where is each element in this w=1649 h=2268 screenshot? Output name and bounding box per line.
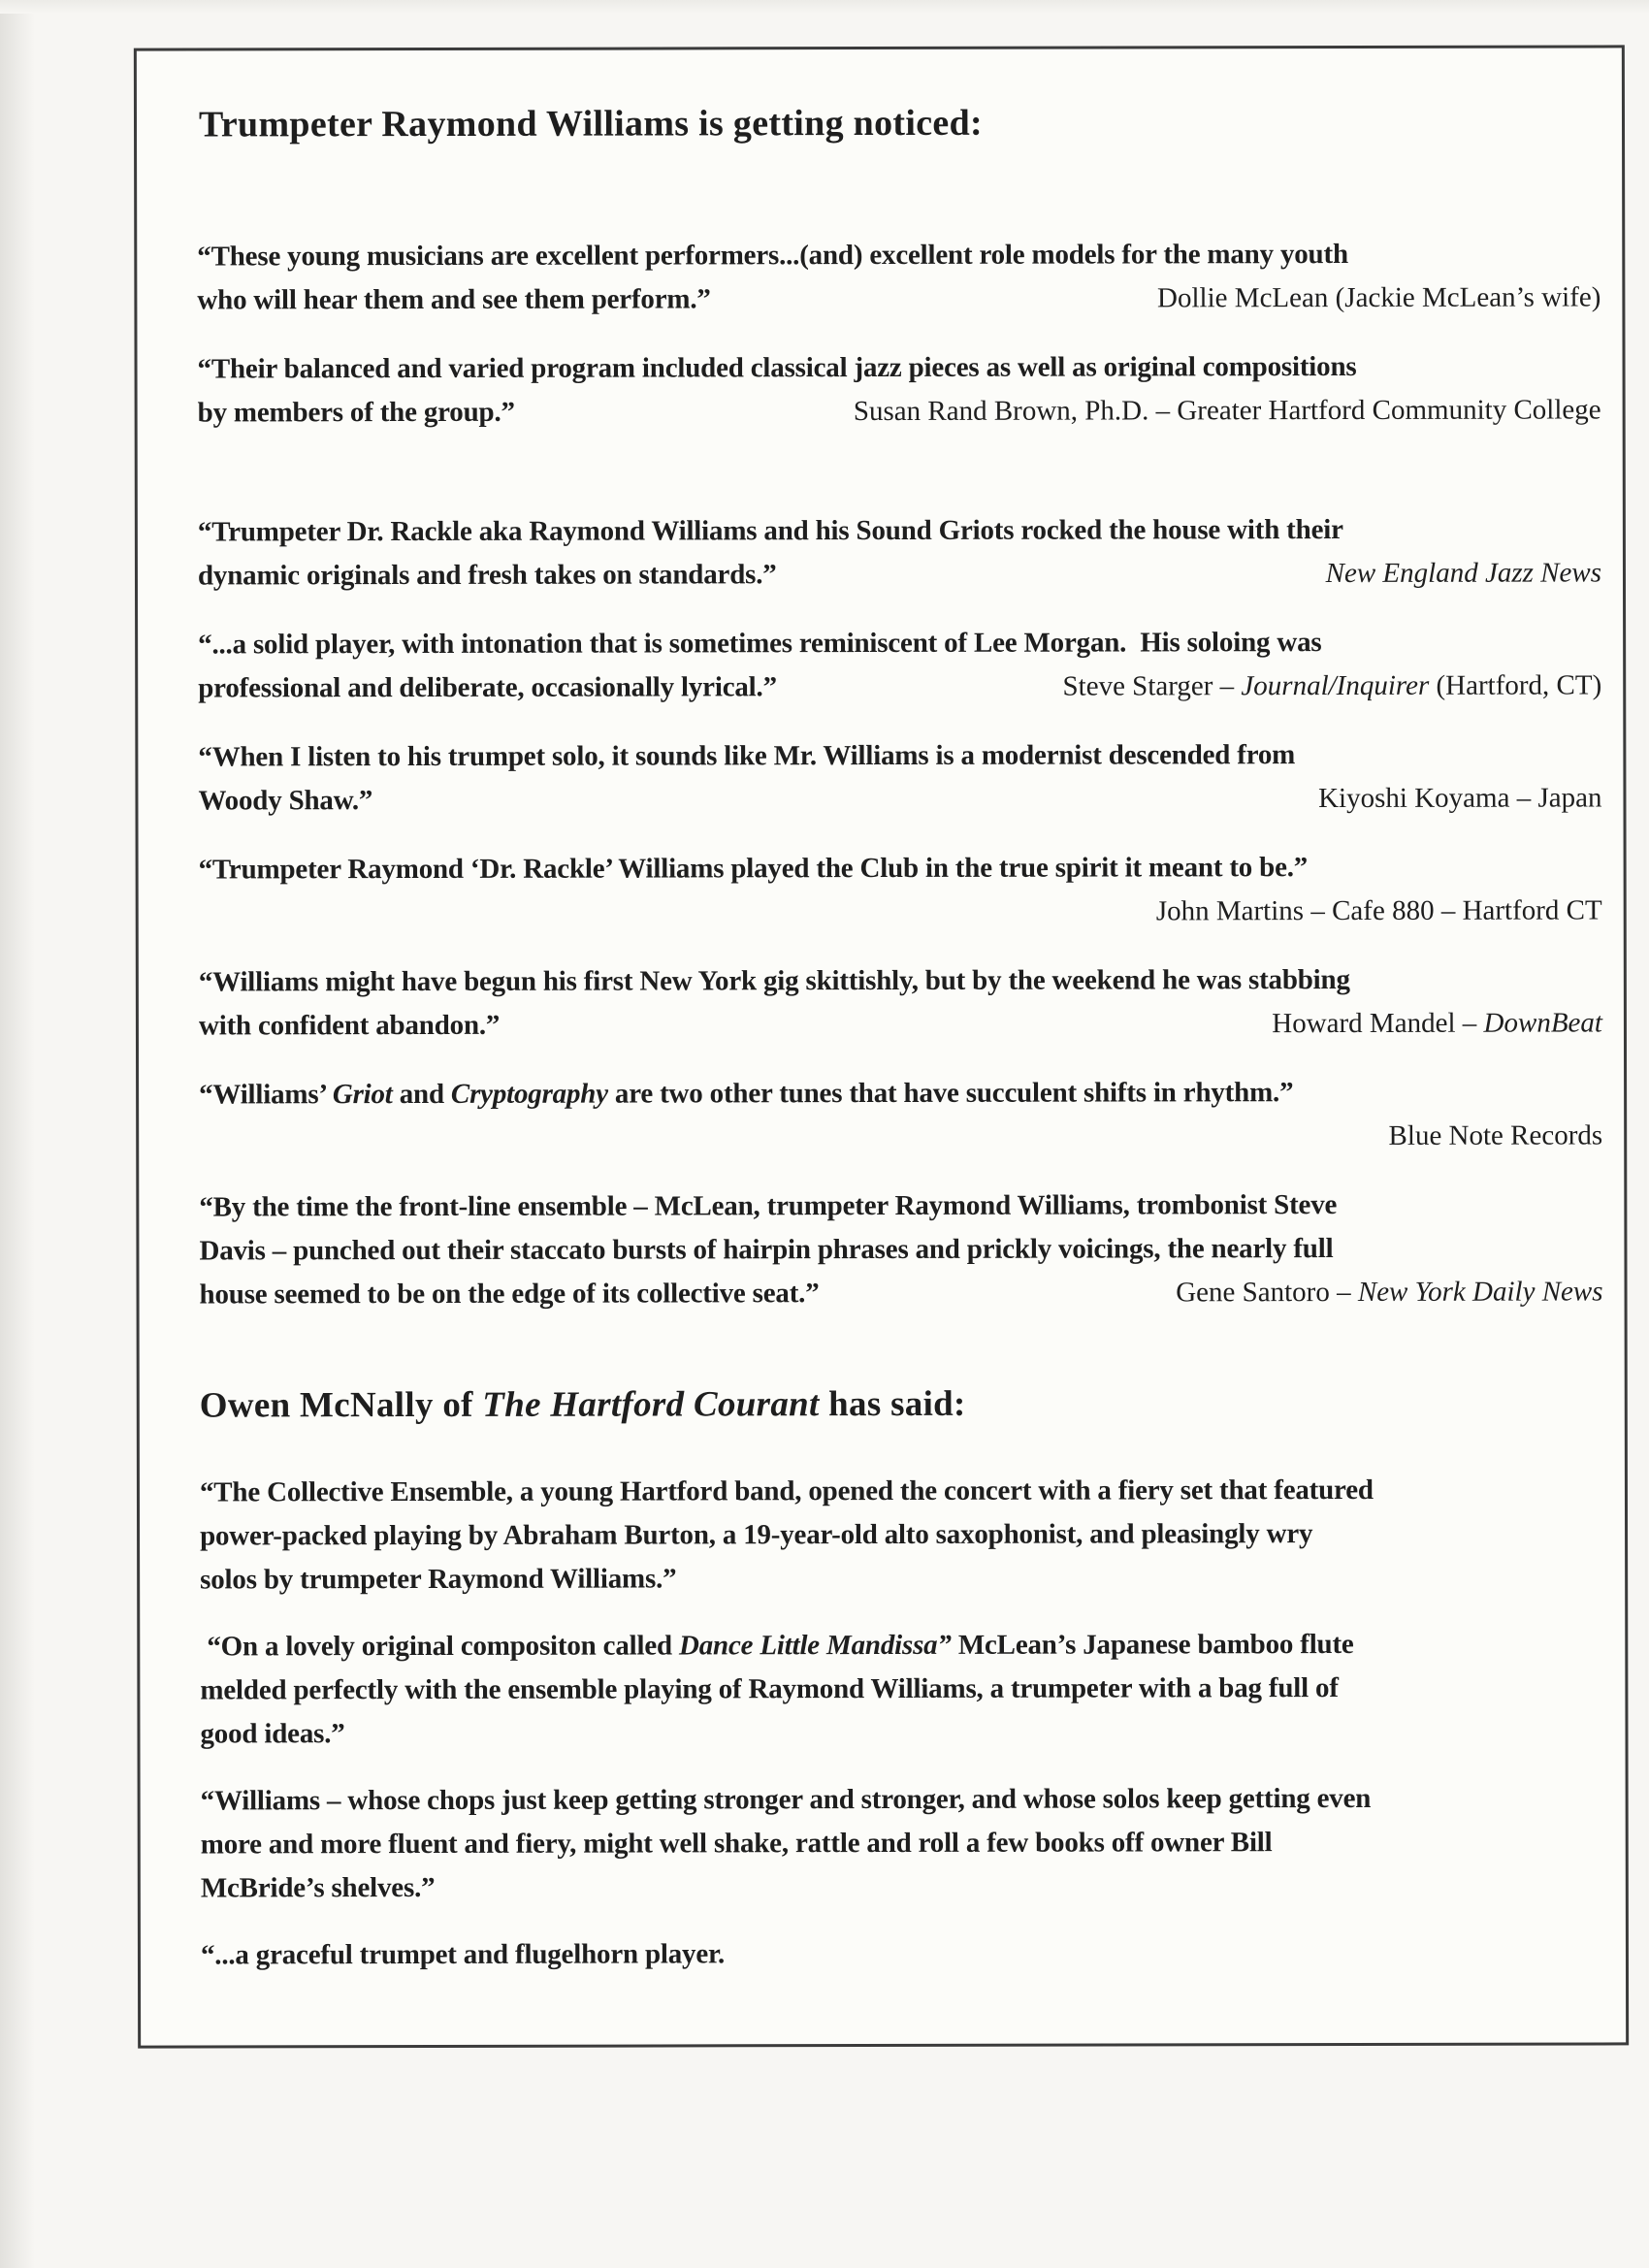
document-content xyxy=(137,48,1626,1977)
quote-attribution-segment: Susan Rand Brown, Ph.D. – Greater Hartford Community College xyxy=(853,394,1601,428)
quote-text-segment: “...a solid player, with intonation that is sometimes reminiscent of Lee Morgan. His soloing was professional and deliberate, occasionally lyrical.” xyxy=(198,627,1322,704)
quote-attribution-segment: New England Jazz News xyxy=(1325,557,1602,590)
document-page xyxy=(134,45,1629,2048)
mcnally-paragraph-segment: “On a lovely original compositon called xyxy=(200,1630,680,1663)
quote-attribution-segment: Dollie McLean (Jackie McLean’s wife) xyxy=(1156,281,1601,314)
quote-block xyxy=(198,732,1601,823)
quote-attribution-segment: Howard Mandel – xyxy=(1272,1007,1484,1040)
quote-block xyxy=(198,620,1601,710)
mcnally-paragraph-segment: McLean’s Japanese bamboo flute melded perfectly with the ensemble playing of Raymond Williams, a trumpeter with a bag full of good ideas.” xyxy=(200,1628,1354,1750)
quote-text-segment: “Trumpeter Dr. Rackle aka Raymond Williams and his Sound Griots rocked the house with their dynamic originals and fresh takes on standards.” xyxy=(197,514,1343,592)
quote-text-segment: Griot xyxy=(332,1079,393,1111)
quote-attribution-segment: Journal/Inquirer xyxy=(1241,669,1430,702)
section-heading-mcnally-segment: The Hartford Courant xyxy=(482,1384,820,1425)
mcnally-quotes-list xyxy=(200,1468,1604,1977)
press-quotes-list xyxy=(197,232,1602,1316)
mcnally-paragraph xyxy=(201,1930,1604,1977)
quote-text-segment: and xyxy=(392,1078,451,1111)
quote-block xyxy=(197,232,1600,322)
quote-attribution-segment: New York Daily News xyxy=(1357,1276,1603,1308)
mcnally-paragraph xyxy=(200,1622,1603,1756)
quote-text-segment: are two other tunes that have succulent shifts in rhythm.” xyxy=(607,1077,1294,1110)
quote-text-segment: “When I listen to his trumpet solo, it sounds like Mr. Williams is a modernist descended from Woody Shaw.” xyxy=(198,739,1296,817)
quote-text-segment: “Williams might have begun his first New York gig skittishly, but by the weekend he was stabbing with confident abandon.” xyxy=(198,963,1350,1042)
section-heading-mcnally-segment: Owen McNally of xyxy=(199,1384,483,1426)
section-heading-mcnally-segment: has said: xyxy=(819,1383,966,1425)
mcnally-paragraph xyxy=(201,1776,1604,1910)
quote-attribution-segment: Gene Santoro – xyxy=(1176,1276,1358,1309)
quote-attribution-segment: (Hartford, CT) xyxy=(1429,669,1602,701)
mcnally-paragraph-segment: Dance Little Mandissa” xyxy=(678,1629,952,1662)
quote-attribution-segment: Steve Starger – xyxy=(1062,670,1242,702)
mcnally-paragraph-segment: “Williams – whose chops just keep getting stronger and stronger, and whose solos keep getting even more and more fluent and fiery, might well shake, rattle and roll a few books off owner Bill McBride’s shelves.” xyxy=(200,1782,1372,1904)
quote-text-segment: “Trumpeter Raymond ‘Dr. Rackle’ Williams played the Club in the true spirit it meant to be.” xyxy=(198,852,1309,886)
quote-block xyxy=(199,1070,1602,1160)
quote-block xyxy=(197,344,1600,435)
quote-attribution xyxy=(199,1114,1602,1160)
quote-attribution-segment: Kiyoshi Koyama – Japan xyxy=(1318,782,1602,815)
mcnally-paragraph-segment: “The Collective Ensemble, a young Hartford band, opened the concert with a fiery set that featured power-packed playing by Abraham Burton, a 19-year-old alto saxophonist, and pleasingly wry solos by trumpeter Raymond Williams.” xyxy=(199,1474,1374,1596)
quote-attribution-segment: DownBeat xyxy=(1483,1007,1602,1039)
scanner-shadow-top xyxy=(0,0,1649,14)
mcnally-paragraph-segment: “...a graceful trumpet and flugelhorn player. xyxy=(200,1938,726,1971)
quote-block xyxy=(199,845,1602,935)
quote-text-segment: Cryptography xyxy=(450,1078,608,1110)
page-title: Trumpeter Raymond Williams is getting noticed: xyxy=(198,102,983,146)
quote-attribution-segment: John Martins – Cafe 880 – Hartford CT xyxy=(1155,894,1602,927)
quote-text xyxy=(199,1077,1293,1110)
quote-attribution xyxy=(198,776,1601,823)
quote-block xyxy=(198,507,1601,598)
quote-text-segment: “Williams’ xyxy=(199,1079,333,1111)
quote-block xyxy=(199,957,1602,1048)
quote-attribution xyxy=(199,889,1602,935)
quote-text xyxy=(199,852,1309,885)
section-heading-mcnally xyxy=(200,1381,1603,1426)
scanner-shadow-left xyxy=(0,0,35,2268)
quote-text-segment: “Their balanced and varied program included classical jazz pieces as well as original compositions by members of the group.” xyxy=(197,350,1357,429)
quote-attribution-segment: Blue Note Records xyxy=(1388,1119,1603,1151)
mcnally-paragraph xyxy=(200,1468,1603,1602)
quote-text-segment: “By the time the front-line ensemble – McLean, trumpeter Raymond Williams, trombonist Steve Davis – punched out their staccato bursts of hairpin phrases and prickly voicings, the nearly full house seemed to be on the edge of its collective seat.” xyxy=(199,1189,1338,1311)
quote-block xyxy=(199,1183,1602,1316)
quote-text-segment: “These young musicians are excellent performers...(and) excellent role models for the many youth who will hear them and see them perform.” xyxy=(197,238,1348,316)
